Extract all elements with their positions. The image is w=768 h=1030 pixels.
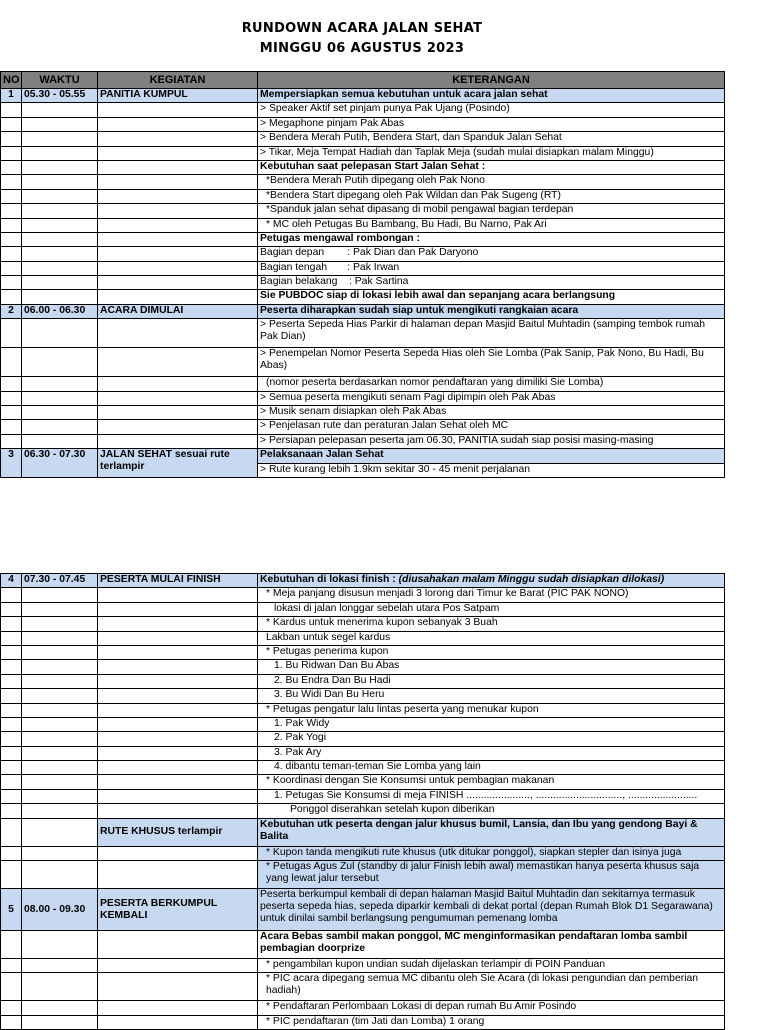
empty-cell <box>98 761 258 775</box>
table-row <box>1 434 725 448</box>
empty-cell <box>22 247 98 261</box>
table-row <box>1 631 725 645</box>
empty-cell <box>1 588 22 602</box>
empty-cell <box>1 732 22 746</box>
column-header-kegiatan: KEGIATAN <box>98 72 258 89</box>
note-head: Pelaksanaan Jalan Sehat <box>258 449 725 463</box>
note-cell: > Megaphone pinjam Pak Abas <box>258 117 725 131</box>
table-row <box>1 931 725 959</box>
note-cell: > Persiapan pelepasan peserta jam 06.30, PANITIA sudah siap posisi masing-masing <box>258 434 725 448</box>
empty-cell <box>1 775 22 789</box>
table-row <box>1 319 725 348</box>
empty-cell <box>1 290 22 304</box>
empty-cell <box>1 931 22 959</box>
empty-cell <box>98 319 258 348</box>
note-cell: * Kardus untuk menerima kupon sebanyak 3 Buah <box>258 617 725 631</box>
empty-cell <box>98 261 258 275</box>
table-row <box>1 617 725 631</box>
empty-cell <box>98 602 258 616</box>
empty-cell <box>98 804 258 818</box>
note-head: Peserta diharapkan sudah siap untuk mengikuti rangkaian acara <box>258 304 725 318</box>
empty-cell <box>22 703 98 717</box>
empty-cell <box>22 189 98 203</box>
empty-cell <box>98 631 258 645</box>
empty-cell <box>1 804 22 818</box>
empty-cell <box>1 189 22 203</box>
empty-cell <box>22 689 98 703</box>
time-cell: 05.30 - 05.55 <box>22 89 98 103</box>
empty-cell <box>98 189 258 203</box>
table-row <box>1 674 725 688</box>
table-row <box>1 602 725 616</box>
empty-cell <box>22 846 98 860</box>
table-row <box>1 1015 725 1029</box>
note-head-text: Kebutuhan di lokasi finish : <box>260 574 399 585</box>
note-cell: > Rute kurang lebih 1.9km sekitar 30 - 45 menit perjalanan <box>258 463 725 477</box>
empty-cell <box>1 631 22 645</box>
empty-cell <box>1 377 22 391</box>
empty-cell <box>22 420 98 434</box>
table-row <box>1 703 725 717</box>
note-cell: * Pendaftaran Perlombaan Lokasi di depan rumah Bu Amir Posindo <box>258 1001 725 1015</box>
row-number: 2 <box>1 304 22 318</box>
activity-cell: ACARA DIMULAI <box>98 304 258 318</box>
empty-cell <box>1 204 22 218</box>
section-row-2 <box>1 304 725 318</box>
empty-cell <box>1 846 22 860</box>
empty-cell <box>98 103 258 117</box>
empty-cell <box>1 973 22 1001</box>
empty-cell <box>22 732 98 746</box>
note-cell: * Petugas pengatur lalu lintas peserta yang menukar kupon <box>258 703 725 717</box>
empty-cell <box>98 617 258 631</box>
empty-cell <box>22 973 98 1001</box>
empty-cell <box>1 218 22 232</box>
empty-cell <box>98 645 258 659</box>
table-row <box>1 72 725 89</box>
empty-cell <box>1 602 22 616</box>
rundown-table-page2 <box>0 573 725 1030</box>
empty-cell <box>22 617 98 631</box>
empty-cell <box>1 861 22 889</box>
empty-cell <box>22 218 98 232</box>
table-row <box>1 846 725 860</box>
empty-cell <box>1 660 22 674</box>
empty-cell <box>1 818 22 846</box>
note-head-italic: (diusahakan malam Minggu sudah disiapkan dilokasi) <box>398 574 665 585</box>
note-cell: Ponggol diserahkan setelah kupon diberikan <box>258 804 725 818</box>
empty-cell <box>98 276 258 290</box>
empty-cell <box>98 175 258 189</box>
table-row <box>1 717 725 731</box>
section-row-5 <box>1 889 725 931</box>
row-number: 5 <box>1 889 22 931</box>
activity-cell: PANITIA KUMPUL <box>98 89 258 103</box>
empty-cell <box>22 391 98 405</box>
empty-cell <box>1 789 22 803</box>
note-cell: * Meja panjang disusun menjadi 3 lorong dari Timur ke Barat (PIC PAK NONO) <box>258 588 725 602</box>
note-cell: * pengambilan kupon undian sudah dijelaskan terlampir di POIN Panduan <box>258 959 725 973</box>
empty-cell <box>22 103 98 117</box>
empty-cell <box>22 804 98 818</box>
time-cell: 06.00 - 06.30 <box>22 304 98 318</box>
empty-cell <box>98 703 258 717</box>
empty-cell <box>22 406 98 420</box>
empty-cell <box>22 146 98 160</box>
note-cell: (nomor peserta berdasarkan nomor pendaftaran yang dimiliki Sie Lomba) <box>258 377 725 391</box>
table-row <box>1 789 725 803</box>
note-cell: 3. Bu Widi Dan Bu Heru <box>258 689 725 703</box>
empty-cell <box>98 746 258 760</box>
empty-cell <box>1 117 22 131</box>
note-cell: * PIC acara dipegang semua MC dibantu oleh Sie Acara (di lokasi pengundian dan pemberian hadiah) <box>258 973 725 1001</box>
table-row <box>1 103 725 117</box>
empty-cell <box>1 261 22 275</box>
empty-cell <box>1 175 22 189</box>
empty-cell <box>1 160 22 174</box>
note-cell: * Petugas penerima kupon <box>258 645 725 659</box>
empty-cell <box>98 391 258 405</box>
empty-cell <box>98 689 258 703</box>
section-row-1 <box>1 89 725 103</box>
empty-cell <box>98 660 258 674</box>
note-cell: 1. Pak Widy <box>258 717 725 731</box>
table-row <box>1 146 725 160</box>
empty-cell <box>1 959 22 973</box>
empty-cell <box>1 232 22 246</box>
table-row <box>1 204 725 218</box>
table-row <box>1 660 725 674</box>
empty-cell <box>1 761 22 775</box>
empty-cell <box>22 660 98 674</box>
row-number: 3 <box>1 449 22 478</box>
table-row <box>1 290 725 304</box>
empty-cell <box>1 319 22 348</box>
note-cell: * Petugas Agus Zul (standby di jalur Finish lebih awal) memastikan hanya peserta khusus saja yang lewat jalur tersebut <box>258 861 725 889</box>
note-head: Mempersiapkan semua kebutuhan untuk acara jalan sehat <box>258 89 725 103</box>
note-cell: Sie PUBDOC siap di lokasi lebih awal dan sepanjang acara berlangsung <box>258 290 725 304</box>
empty-cell <box>98 290 258 304</box>
note-cell: > Penjelasan rute dan peraturan Jalan Sehat oleh MC <box>258 420 725 434</box>
empty-cell <box>22 861 98 889</box>
note-cell: * MC oleh Petugas Bu Bambang, Bu Hadi, Bu Narno, Pak Ari <box>258 218 725 232</box>
rute-khusus-row <box>1 818 725 846</box>
activity-cell: RUTE KHUSUS terlampir <box>98 818 258 846</box>
rundown-table-page1 <box>0 71 725 478</box>
empty-cell <box>98 247 258 261</box>
empty-cell <box>22 746 98 760</box>
empty-cell <box>98 132 258 146</box>
empty-cell <box>22 717 98 731</box>
table-row <box>1 959 725 973</box>
note-cell: *Spanduk jalan sehat dipasang di mobil pengawal bagian terdepan <box>258 204 725 218</box>
table-row <box>1 218 725 232</box>
table-row <box>1 232 725 246</box>
empty-cell <box>98 1015 258 1029</box>
empty-cell <box>1 674 22 688</box>
note-cell: * Kupon tanda mengikuti rute khusus (utk ditukar ponggol), siapkan stepler dan isinya juga <box>258 846 725 860</box>
note-cell: Lakban untuk segel kardus <box>258 631 725 645</box>
empty-cell <box>98 348 258 377</box>
empty-cell <box>1 617 22 631</box>
table-row <box>1 689 725 703</box>
empty-cell <box>98 959 258 973</box>
empty-cell <box>98 931 258 959</box>
activity-cell: JALAN SEHAT sesuai rute terlampir <box>98 449 258 478</box>
note-cell: > Penempelan Nomor Peserta Sepeda Hias oleh Sie Lomba (Pak Sanip, Pak Nono, Bu Hadi, Bu Abas) <box>258 348 725 377</box>
empty-cell <box>1 132 22 146</box>
empty-cell <box>1 391 22 405</box>
note-head <box>258 574 725 588</box>
empty-cell <box>22 674 98 688</box>
note-cell: > Tikar, Meja Tempat Hadiah dan Taplak Meja (sudah mulai disiapkan malam Minggu) <box>258 146 725 160</box>
table-row <box>1 1001 725 1015</box>
table-row <box>1 247 725 261</box>
table-row <box>1 348 725 377</box>
row-number: 4 <box>1 574 22 588</box>
document-subtitle: MINGGU 06 AGUSTUS 2023 <box>259 41 465 56</box>
note-cell: Bagian depan : Pak Dian dan Pak Daryono <box>258 247 725 261</box>
empty-cell <box>22 631 98 645</box>
empty-cell <box>98 674 258 688</box>
table-row <box>1 761 725 775</box>
empty-cell <box>22 232 98 246</box>
empty-cell <box>98 160 258 174</box>
table-row <box>1 645 725 659</box>
empty-cell <box>22 931 98 959</box>
empty-cell <box>1 247 22 261</box>
note-cell: 4. dibantu teman-teman Sie Lomba yang lain <box>258 761 725 775</box>
empty-cell <box>22 1015 98 1029</box>
empty-cell <box>98 732 258 746</box>
note-cell: 1. Bu Ridwan Dan Bu Abas <box>258 660 725 674</box>
row-number: 1 <box>1 89 22 103</box>
empty-cell <box>98 218 258 232</box>
table-row <box>1 420 725 434</box>
table-row <box>1 261 725 275</box>
column-header-no: NO <box>1 72 22 89</box>
note-cell: 3. Pak Ary <box>258 746 725 760</box>
note-cell: > Speaker Aktif set pinjam punya Pak Ujang (Posindo) <box>258 103 725 117</box>
table-row <box>1 160 725 174</box>
table-row <box>1 391 725 405</box>
empty-cell <box>1 103 22 117</box>
empty-cell <box>22 434 98 448</box>
empty-cell <box>22 1001 98 1015</box>
empty-cell <box>98 1001 258 1015</box>
empty-cell <box>22 175 98 189</box>
table-row <box>1 117 725 131</box>
table-row <box>1 406 725 420</box>
empty-cell <box>1 1001 22 1015</box>
note-cell: * PIC pendaftaran (tim Jati dan Lomba) 1 orang <box>258 1015 725 1029</box>
note-cell: *Bendera Merah Putih dipegang oleh Pak Nono <box>258 175 725 189</box>
empty-cell <box>98 775 258 789</box>
column-header-waktu: WAKTU <box>22 72 98 89</box>
empty-cell <box>1 746 22 760</box>
note-cell: 2. Pak Yogi <box>258 732 725 746</box>
note-cell: > Bendera Merah Putih, Bendera Start, dan Spanduk Jalan Sehat <box>258 132 725 146</box>
empty-cell <box>98 406 258 420</box>
empty-cell <box>1 348 22 377</box>
empty-cell <box>22 789 98 803</box>
table-row <box>1 861 725 889</box>
note-head: Kebutuhan utk peserta dengan jalur khusus bumil, Lansia, dan Ibu yang gendong Bayi & Balita <box>258 818 725 846</box>
table-row <box>1 588 725 602</box>
empty-cell <box>98 717 258 731</box>
empty-cell <box>22 588 98 602</box>
empty-cell <box>1 1015 22 1029</box>
empty-cell <box>98 146 258 160</box>
empty-cell <box>22 602 98 616</box>
empty-cell <box>98 846 258 860</box>
section-row-4 <box>1 574 725 588</box>
table-row <box>1 377 725 391</box>
empty-cell <box>22 261 98 275</box>
empty-cell <box>22 319 98 348</box>
table-row <box>1 276 725 290</box>
empty-cell <box>98 789 258 803</box>
table-row <box>1 189 725 203</box>
note-cell: Bagian tengah : Pak Irwan <box>258 261 725 275</box>
empty-cell <box>22 775 98 789</box>
empty-cell <box>22 761 98 775</box>
empty-cell <box>22 276 98 290</box>
empty-cell <box>1 276 22 290</box>
empty-cell <box>22 204 98 218</box>
table-row <box>1 973 725 1001</box>
note-cell: > Peserta Sepeda Hias Parkir di halaman depan Masjid Baitul Muhtadin (samping tembok rumah Pak Dian) <box>258 319 725 348</box>
document-title: RUNDOWN ACARA JALAN SEHAT <box>241 21 483 36</box>
note-cell: Acara Bebas sambil makan ponggol, MC menginformasikan pendaftaran lomba sambil pembagian doorprize <box>258 931 725 959</box>
note-cell: > Musik senam disiapkan oleh Pak Abas <box>258 406 725 420</box>
empty-cell <box>22 160 98 174</box>
empty-cell <box>98 420 258 434</box>
empty-cell <box>22 290 98 304</box>
empty-cell <box>1 645 22 659</box>
empty-cell <box>1 146 22 160</box>
table-row <box>1 132 725 146</box>
time-cell: 07.30 - 07.45 <box>22 574 98 588</box>
empty-cell <box>22 348 98 377</box>
table-row <box>1 175 725 189</box>
empty-cell <box>22 645 98 659</box>
table-row <box>1 775 725 789</box>
empty-cell <box>98 973 258 1001</box>
empty-cell <box>1 703 22 717</box>
empty-cell <box>22 959 98 973</box>
note-cell: 2. Bu Endra Dan Bu Hadi <box>258 674 725 688</box>
empty-cell <box>98 588 258 602</box>
empty-cell <box>1 420 22 434</box>
section-row-3 <box>1 449 725 463</box>
empty-cell <box>1 717 22 731</box>
table-row <box>1 746 725 760</box>
empty-cell <box>22 818 98 846</box>
note-cell: Kebutuhan saat pelepasan Start Jalan Sehat : <box>258 160 725 174</box>
note-head: Peserta berkumpul kembali di depan halaman Masjid Baitul Muhtadin dan sekitarnya termasuk peserta sepeda hias, sepeda diparkir kembali di dekat portal (depan Rumah Blok D1 Segarawana) untuk dinilai sambil berlangsung pengumuman pemenang lomba <box>258 889 725 931</box>
empty-cell <box>1 434 22 448</box>
empty-cell <box>1 689 22 703</box>
empty-cell <box>98 117 258 131</box>
note-cell: *Bendera Start dipegang oleh Pak Wildan dan Pak Sugeng (RT) <box>258 189 725 203</box>
empty-cell <box>22 377 98 391</box>
column-header-keterangan: KETERANGAN <box>258 72 725 89</box>
activity-cell: PESERTA BERKUMPUL KEMBALI <box>98 889 258 931</box>
empty-cell <box>22 117 98 131</box>
table-row <box>1 732 725 746</box>
activity-cell: PESERTA MULAI FINISH <box>98 574 258 588</box>
empty-cell <box>98 861 258 889</box>
time-cell: 08.00 - 09.30 <box>22 889 98 931</box>
note-cell: Bagian belakang : Pak Sartina <box>258 276 725 290</box>
table-row <box>1 804 725 818</box>
note-cell: > Semua peserta mengikuti senam Pagi dipimpin oleh Pak Abas <box>258 391 725 405</box>
empty-cell <box>98 434 258 448</box>
note-cell: lokasi di jalan longgar sebelah utara Pos Satpam <box>258 602 725 616</box>
note-cell: Petugas mengawal rombongan : <box>258 232 725 246</box>
empty-cell <box>98 377 258 391</box>
empty-cell <box>1 406 22 420</box>
empty-cell <box>98 204 258 218</box>
empty-cell <box>22 132 98 146</box>
time-cell: 06.30 - 07.30 <box>22 449 98 478</box>
note-cell: 1. Petugas Sie Konsumsi di meja FINISH ......................, .............................., ........................ <box>258 789 725 803</box>
empty-cell <box>98 232 258 246</box>
note-cell: * Koordinasi dengan Sie Konsumsi untuk pembagian makanan <box>258 775 725 789</box>
